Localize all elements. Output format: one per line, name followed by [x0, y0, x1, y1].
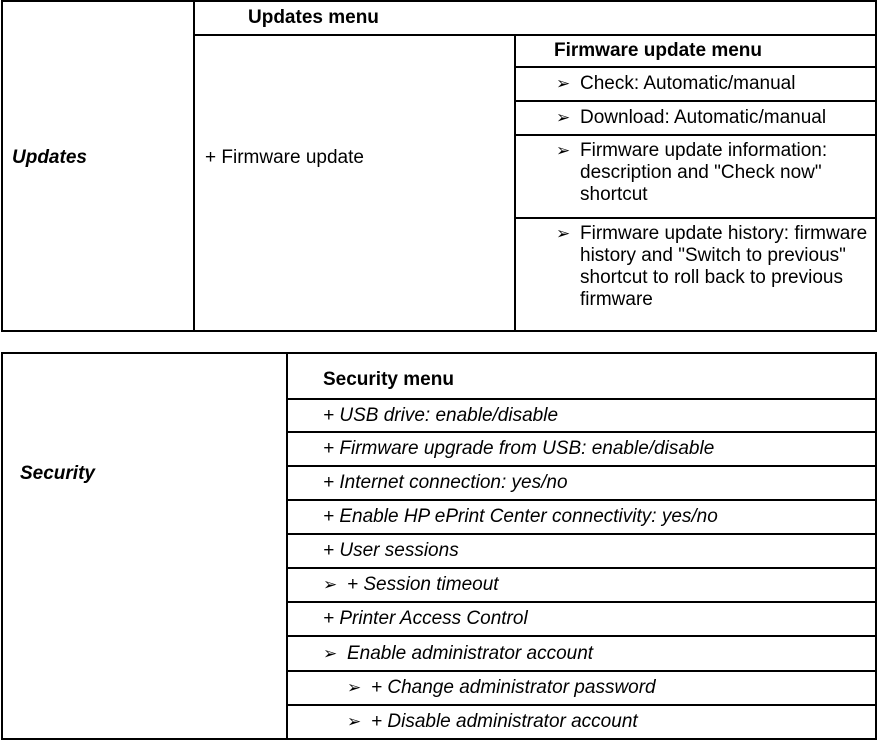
arrow-right-icon: ➢ [323, 575, 338, 594]
arrow-right-icon: ➢ [347, 678, 362, 697]
row-text: + Change administrator password [371, 677, 656, 698]
updates-subitem-information [556, 136, 874, 216]
arrow-right-icon: ➢ [556, 224, 571, 243]
firmware-update-menu-header: Firmware update menu [554, 40, 762, 61]
updates-header-divider [193, 34, 877, 36]
security-row-enable-admin [323, 637, 593, 670]
subitem-text: Firmware update history: firmware history and "Switch to previous" shortcut to roll back to previous firmware [580, 223, 868, 310]
arrow-right-icon: ➢ [556, 141, 571, 160]
security-row-internet: + Internet connection: yes/no [323, 472, 568, 493]
subitem-text: Check: Automatic/manual [580, 73, 796, 94]
security-row-usb-drive: + USB drive: enable/disable [323, 404, 559, 426]
security-col-divider [286, 352, 288, 740]
arrow-right-icon: ➢ [556, 108, 571, 127]
updates-col-divider-1 [193, 0, 195, 332]
subitem-text: Download: Automatic/manual [580, 107, 827, 128]
updates-subitem-download [556, 102, 826, 134]
arrow-right-icon: ➢ [323, 643, 338, 663]
row-text: + Session timeout [347, 574, 499, 595]
updates-col-divider-2 [514, 34, 516, 332]
security-row-disable-admin [347, 706, 638, 738]
security-row-firmware-usb: + Firmware upgrade from USB: enable/disable [323, 438, 715, 459]
row-text: Enable administrator account [347, 642, 594, 664]
security-row-session-timeout [323, 569, 499, 601]
arrow-right-icon: ➢ [347, 712, 362, 731]
firmware-update-item: + Firmware update [205, 147, 364, 168]
updates-subitem-history [556, 219, 874, 329]
subitem-text: Firmware update information: description and "Check now" shortcut [580, 140, 828, 205]
security-row-access-control: + Printer Access Control [323, 608, 528, 629]
security-left-label: Security [20, 463, 95, 484]
row-text: + Disable administrator account [371, 711, 638, 732]
security-row-change-password [347, 672, 656, 704]
security-menu-header: Security menu [323, 369, 454, 390]
updates-menu-header: Updates menu [248, 7, 379, 28]
security-row-eprint: + Enable HP ePrint Center connectivity: yes/no [323, 506, 718, 527]
updates-subitem-check [556, 68, 795, 100]
updates-left-label: Updates [12, 147, 87, 168]
security-row-user-sessions: + User sessions [323, 540, 459, 561]
arrow-right-icon: ➢ [556, 74, 571, 93]
